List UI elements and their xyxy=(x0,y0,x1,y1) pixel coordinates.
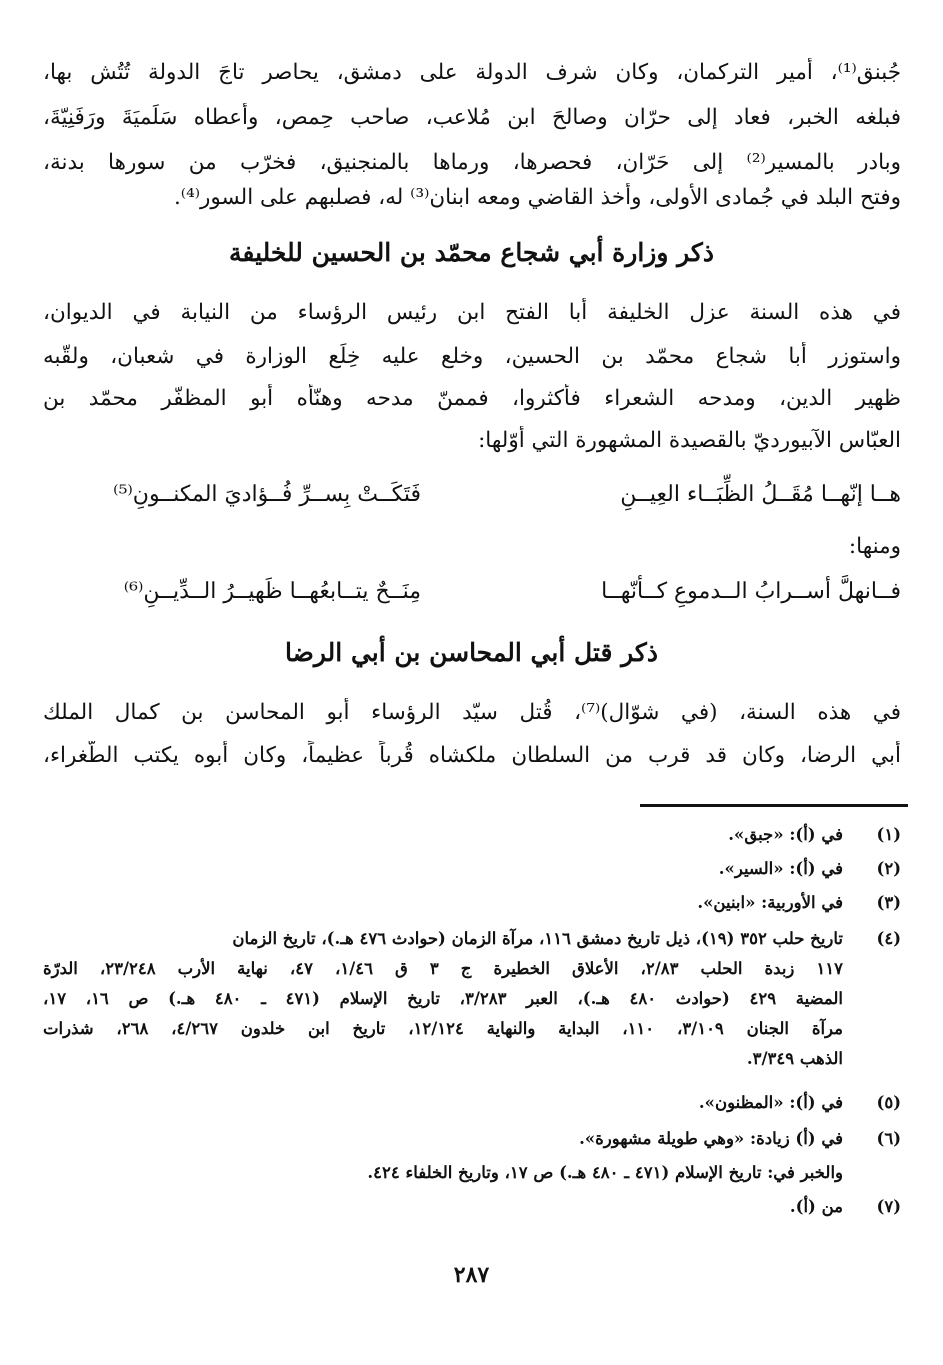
verse-hemistich: هــا إنّهــا مُقَــلُ الظِّبَــاء العِيــنِ xyxy=(620,482,901,507)
verse-hemistich: فَتَكَــتْ بِســرِّ فُــؤاديَ المكنــونِ⁽⁵⁾ xyxy=(113,482,421,507)
footnote xyxy=(43,1194,901,1220)
page-number: ٢٨٧ xyxy=(453,1262,490,1288)
footnote-continuation: ١١٧ زبدة الحلب ٢/٨٣، الأعلاق الخطيرة ج ٣ ق ١/٤٦، ٤٧، نهاية الأرب ٢٣/٢٤٨، الدرّة xyxy=(43,959,844,978)
footnote-separator xyxy=(640,804,908,807)
body-line: ومنها: xyxy=(848,534,901,559)
section-heading: ذكر وزارة أبي شجاع محمّد بن الحسين للخليفة xyxy=(229,238,714,267)
footnote-text: تاريخ حلب ٣٥٢ (١٩)، ذيل تاريخ دمشق ١١٦، مرآة الزمان (حوادث ٤٧٦ هـ.)، تاريخ الزمان xyxy=(232,929,843,948)
footnote xyxy=(43,926,901,952)
footnote-number: (٧) xyxy=(876,1197,901,1216)
footnote-number: (٦) xyxy=(876,1129,901,1148)
footnote-continuation-row xyxy=(43,1160,901,1186)
footnote-text: في (أ): «جبق». xyxy=(728,825,843,844)
footnote-continuation: والخبر في: تاريخ الإسلام (٤٧١ ـ ٤٨٠ هـ.) ص ١٧، وتاريخ الخلفاء ٤٢٤. xyxy=(367,1163,843,1182)
body-line: العبّاس الآبيورديّ بالقصيدة المشهورة التي أوّلها: xyxy=(478,428,901,453)
footnote xyxy=(43,856,901,882)
footnote-number: (٤) xyxy=(876,929,901,948)
footnote-number: (٥) xyxy=(876,1093,901,1112)
body-line: واستوزر أبا شجاع محمّد بن الحسين، وخلع عليه خِلَع الوزارة في شعبان، ولقّبه xyxy=(43,344,901,369)
footnote xyxy=(43,1126,901,1152)
footnote-number: (٣) xyxy=(876,893,901,912)
footnote-text: في الأوربية: «ابنين». xyxy=(697,893,843,912)
body-line: وفتح البلد في جُمادى الأولى، وأخذ القاضي ومعه ابنان⁽³⁾ له، فصلبهم على السور⁽⁴⁾. xyxy=(173,185,901,210)
verse-line xyxy=(43,478,901,512)
body-line: وبادر بالمسير⁽²⁾ إلى حَرّان، فحصرها، ورماها بالمنجنيق، فخرّب من سورها بدنة، xyxy=(43,150,901,175)
verse-hemistich: مِنَــحٌ يتــابعُهــا ظَهيــرُ الــدِّيــنِ⁽⁶⁾ xyxy=(123,579,421,604)
body-line: فبلغه الخبر، فعاد إلى حرّان وصالحَ ابن مُلاعب، صاحب حِمص، وأعطاه سَلَميَةَ ورَفَنِيّةَ، xyxy=(43,105,901,130)
footnote-number: (٢) xyxy=(876,859,901,878)
footnote-continuation: الذهب ٣/٣٤٩. xyxy=(746,1049,843,1068)
body-line: جُبنق⁽¹⁾، أمير التركمان، وكان شرف الدولة على دمشق، يحاصر تاجَ الدولة تُتُش بها، xyxy=(43,60,901,85)
body-line: في هذه السنة، (في شوّال)⁽⁷⁾، قُتل سيّد الرؤساء أبو المحاسن بن كمال الملك xyxy=(43,700,901,725)
footnote xyxy=(43,822,901,848)
footnote-text: من (أ). xyxy=(789,1197,843,1216)
footnote xyxy=(43,890,901,916)
body-line: أبي الرضا، وكان قد قرب من السلطان ملكشاه قُرباً عظيماً، وكان أبوه يكتب الطُّغراء، xyxy=(43,743,901,768)
footnote-continuation: المضية ٤٢٩ (حوادث ٤٨٠ هـ.)، العبر ٣/٢٨٣، تاريخ الإسلام (٤٧١ ـ ٤٨٠ هـ.) ص ١٦، ١٧، xyxy=(43,989,844,1008)
footnote-continuation: مرآة الجنان ٣/١٠٩، ١١٠، البداية والنهاية ١٢/١٢٤، تاريخ ابن خلدون ٤/٢٦٧، ٢٦٨، شذرات xyxy=(43,1019,843,1038)
body-line: ظهير الدين، ومدحه الشعراء فأكثروا، فممنّ مدحه وهنّأه أبو المظفّر محمّد بن xyxy=(43,386,901,411)
section-heading: ذكر قتل أبي المحاسن بن أبي الرضا xyxy=(285,638,658,667)
verse-line xyxy=(43,575,901,609)
verse-hemistich: فــانهلَّ أســرابُ الــدموعِ كــأنّهــا xyxy=(601,579,901,604)
footnote-number: (١) xyxy=(876,825,901,844)
footnote-text: في (أ): «المظنون». xyxy=(698,1093,843,1112)
body-line: في هذه السنة عزل الخليفة أبا الفتح ابن رئيس الرؤساء من النيابة في الديوان، xyxy=(43,300,901,325)
footnote-text: في (أ): «السير». xyxy=(718,859,843,878)
footnote-text: في (أ) زيادة: «وهي طويلة مشهورة». xyxy=(579,1129,843,1148)
footnote xyxy=(43,1090,901,1116)
